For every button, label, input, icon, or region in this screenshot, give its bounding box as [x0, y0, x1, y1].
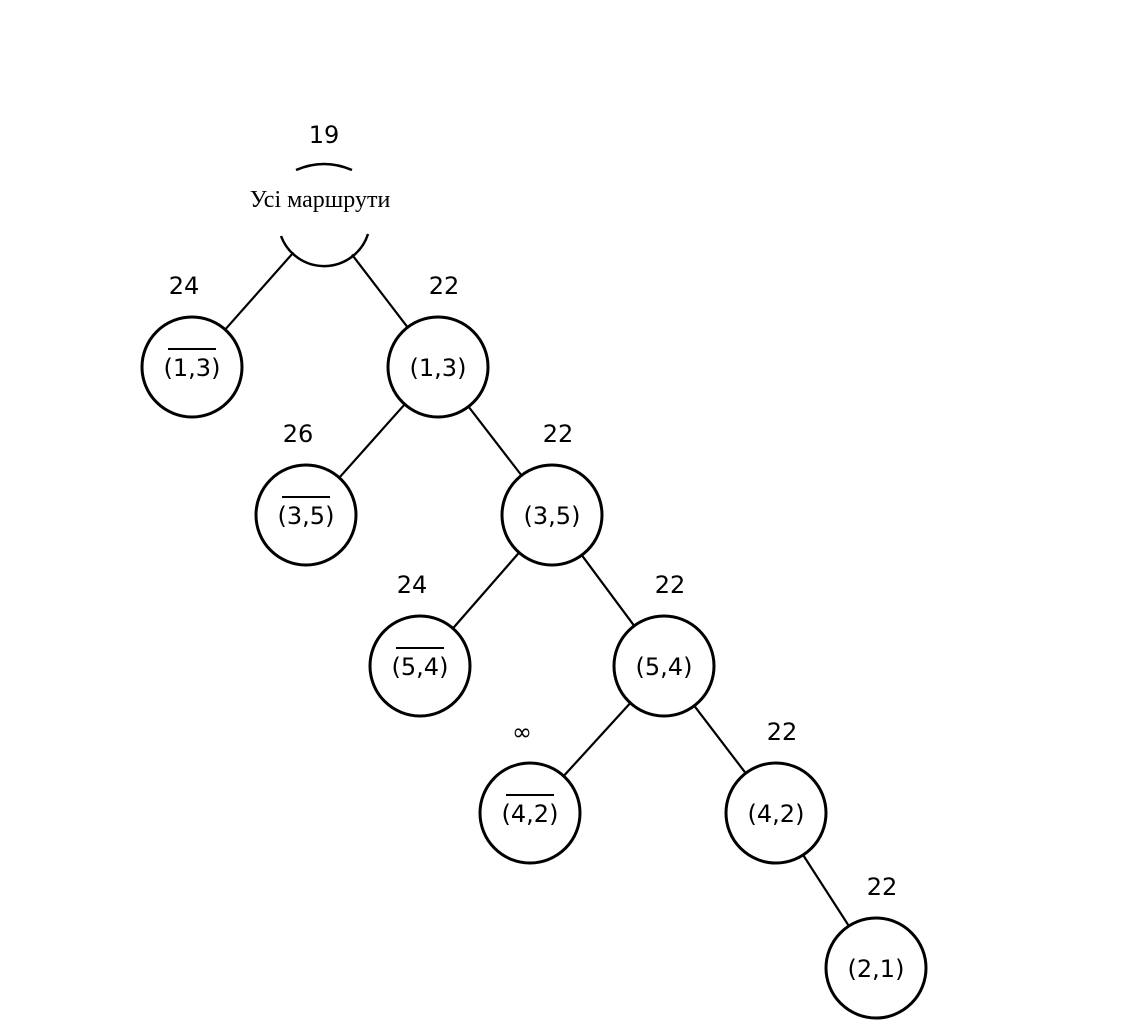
tree-node-n54bar — [370, 571, 470, 716]
edge-root-n13 — [352, 255, 408, 328]
tree-node-n35bar — [256, 420, 356, 565]
root-top-arc — [296, 164, 352, 170]
tree-node-n13bar — [142, 272, 242, 417]
tree-node-n42 — [726, 718, 826, 863]
tree-node-n21 — [826, 873, 926, 1018]
root-node — [250, 121, 391, 266]
node-bound-label: 26 — [282, 420, 314, 448]
node-label: (3,5) — [523, 502, 581, 530]
root-bottom-arc — [281, 234, 368, 266]
edge-n13-n35bar — [339, 404, 404, 477]
tree-node-n42bar — [480, 718, 580, 863]
tree-node-n13 — [388, 272, 488, 417]
tree-node-n35 — [502, 420, 602, 565]
root-bound-label: 19 — [308, 121, 340, 149]
node-label: (1,3) — [409, 354, 467, 382]
nodes — [142, 272, 926, 1018]
node-label: (2,1) — [847, 955, 905, 983]
node-label: (1,3) — [163, 354, 221, 382]
node-label: (5,4) — [635, 653, 693, 681]
edge-n13-n35 — [469, 407, 522, 476]
node-bound-label: 22 — [766, 718, 798, 746]
node-bound-label: 22 — [428, 272, 460, 300]
edge-n35-n54 — [582, 555, 634, 626]
node-label: (4,2) — [501, 800, 559, 828]
node-bound-label: 24 — [396, 571, 428, 599]
node-bound-label: 22 — [654, 571, 686, 599]
node-bound-label: 22 — [866, 873, 898, 901]
edge-n42-n21 — [803, 855, 849, 926]
node-bound-label: 22 — [542, 420, 574, 448]
node-bound-label: 24 — [168, 272, 200, 300]
edge-root-n13bar — [225, 252, 293, 329]
node-bound-label: ∞ — [512, 718, 532, 746]
node-label: (5,4) — [391, 653, 449, 681]
node-label: (4,2) — [747, 800, 805, 828]
edge-n35-n54bar — [453, 553, 519, 629]
edge-n54-n42bar — [564, 703, 631, 776]
edge-n54-n42 — [694, 706, 745, 773]
node-label: (3,5) — [277, 502, 335, 530]
root-label: Усі маршрути — [249, 187, 391, 213]
tree-node-n54 — [614, 571, 714, 716]
